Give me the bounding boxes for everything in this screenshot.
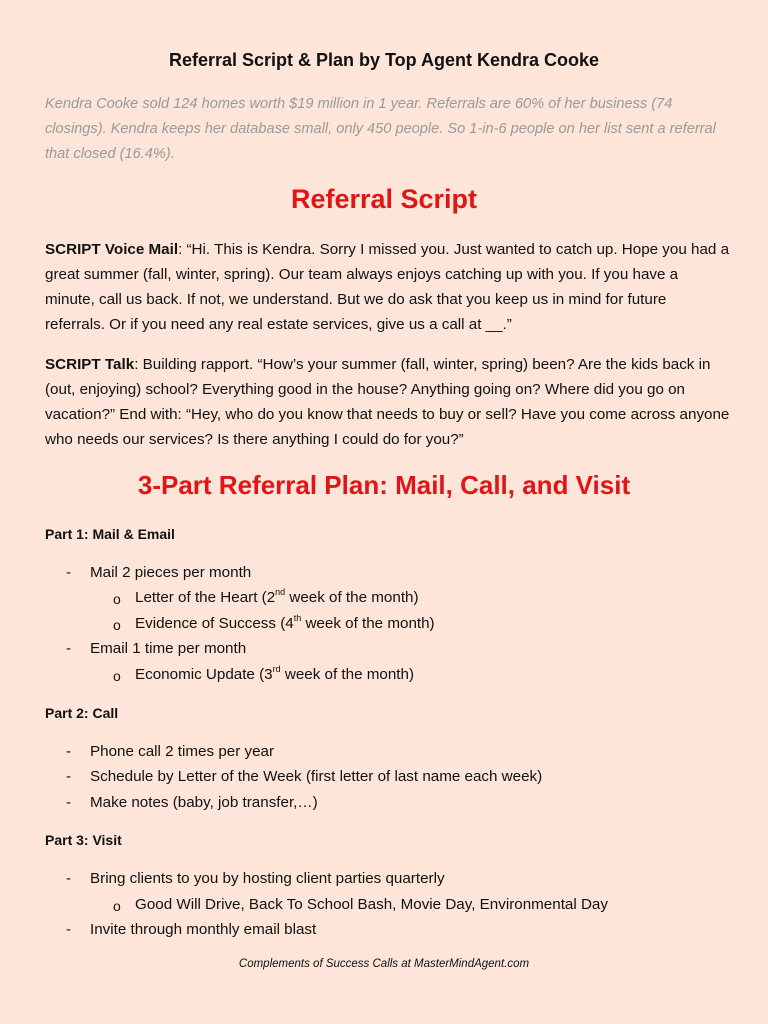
intro-paragraph: Kendra Cooke sold 124 homes worth $19 million in 1 year. Referrals are 60% of her business (74 closings). Kendra keeps her database small, only 450 people. So 1-in-6 people on her list sent a referral that closed (16.4%). — [45, 96, 716, 162]
referral-script-heading: Referral Script — [290, 184, 478, 214]
dash-marker: - — [66, 870, 71, 887]
part3-invite: Invite through monthly email blast — [90, 921, 317, 938]
dash-marker: - — [66, 921, 71, 938]
dash-marker: - — [66, 794, 71, 811]
part1-letter-of-heart: Letter of the Heart (2nd week of the month) — [135, 586, 419, 606]
dash-marker: - — [66, 640, 71, 657]
talk-script — [45, 352, 730, 452]
part2-title: Part 2: Call — [45, 705, 119, 721]
talk-text: : Building rapport. “How’s your summer (fall, winter, spring) been? Are the kids back in (out, enjoying) school? Everything good in the house? Anything going on? Where did you go on vacation?” End with: “Hey, who do you know that needs to buy or sell? Have you come across anyone who needs our services? Is there anything I could do for you?” — [45, 356, 730, 448]
part2-item: Make notes (baby, job transfer,…) — [90, 794, 318, 811]
part1-email: Email 1 time per month — [90, 640, 247, 657]
part3-bring-clients: Bring clients to you by hosting client parties quarterly — [90, 870, 445, 887]
talk-label: SCRIPT Talk — [45, 356, 135, 373]
part1-evidence-of-success: Evidence of Success (4th week of the month) — [135, 612, 435, 632]
bullet-marker: o — [113, 591, 121, 607]
document-title: Referral Script & Plan by Top Agent Kendra Cooke — [168, 50, 600, 70]
part3-title: Part 3: Visit — [45, 832, 122, 848]
referral-plan-heading: 3-Part Referral Plan: Mail, Call, and Visit — [137, 470, 631, 500]
part1-mail: Mail 2 pieces per month — [90, 564, 252, 581]
dash-marker: - — [66, 743, 71, 760]
bullet-marker: o — [113, 617, 121, 633]
part1-economic-update: Economic Update (3rd week of the month) — [135, 663, 415, 683]
part1-title: Part 1: Mail & Email — [45, 526, 175, 542]
dash-marker: - — [66, 564, 71, 581]
part3-events: Good Will Drive, Back To School Bash, Movie Day, Environmental Day — [135, 896, 608, 913]
dash-marker: - — [66, 768, 71, 785]
part2-item: Schedule by Letter of the Week (first letter of last name each week) — [90, 768, 543, 785]
voice-mail-script — [45, 237, 730, 337]
voice-mail-text: : “Hi. This is Kendra. Sorry I missed you. Just wanted to catch up. Hope you had a great summer (fall, winter, spring). Our team always enjoys catching up with you. If you have a minute, call us back. If not, we understand. But we do ask that you keep us in mind for future referrals. Or if you need any real estate services, give us a call at __.” — [45, 241, 730, 333]
bullet-marker: o — [113, 898, 121, 914]
footer-credit: Complements of Success Calls at MasterMindAgent.com — [238, 958, 530, 970]
part2-item: Phone call 2 times per year — [90, 743, 275, 760]
bullet-marker: o — [113, 668, 121, 684]
voice-mail-label: SCRIPT Voice Mail — [45, 241, 179, 258]
